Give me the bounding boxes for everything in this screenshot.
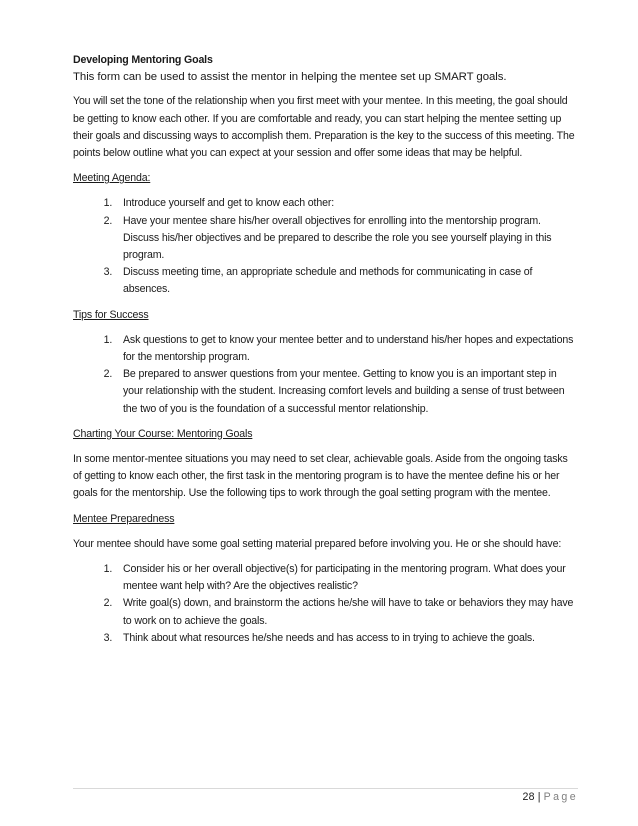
page-word: Page <box>543 791 578 803</box>
charting-paragraph: In some mentor-mentee situations you may need to set clear, achievable goals. Aside from the ongoing tasks of getting to know each other, the first task in the mentoring program is to have the mentee define his or her goals for the mentorship. Use the following tips to work through the goal setting program with the mentee. <box>73 453 568 500</box>
page-number: 28 <box>522 791 535 803</box>
footer-separator: | <box>537 791 541 803</box>
document-title: Developing Mentoring Goals <box>73 54 213 66</box>
footer-divider <box>73 788 578 789</box>
charting-heading: Charting Your Course: Mentoring Goals <box>73 427 253 440</box>
tips-heading: Tips for Success <box>73 308 149 321</box>
list-item: 2. Write goal(s) down, and brainstorm the actions he/she will have to take or behaviors they may have to work on to achieve the goals. <box>115 595 578 629</box>
list-item: 2. Have your mentee share his/her overall objectives for enrolling into the mentorship program. Discuss his/her objectives and be prepared to describe the role you see yourself playing in this program. <box>115 213 578 265</box>
list-item: 3. Discuss meeting time, an appropriate schedule and methods for communicating in case of absences. <box>115 264 578 298</box>
list-item: 2. Be prepared to answer questions from your mentee. Getting to know you is an important step in your relationship with the student. Increasing comfort levels and building a sense of trust between the two of you is the foundation of a successful mentor relationship. <box>115 366 578 418</box>
list-item: 3. Think about what resources he/she needs and has access to in trying to achieve the goals. <box>115 630 578 647</box>
meeting-agenda-heading: Meeting Agenda: <box>73 172 151 185</box>
intro-paragraph: You will set the tone of the relationship when you first meet with your mentee. In this meeting, the goal should be getting to know each other. If you are comfortable and ready, you can start helping the mentee setting up their goals and discussing ways to accomplish them. Preparation is the key to the success of this meeting. The points below outline what you can expect at your session and offer some ideas that may be helpful. <box>73 95 575 160</box>
list-item: 1. Consider his or her overall objective(s) for participating in the mentoring program. What does your mentee want help with? Are the objectives realistic? <box>115 561 578 595</box>
list-item: 1. Introduce yourself and get to know each other: <box>115 195 578 212</box>
preparedness-paragraph: Your mentee should have some goal setting material prepared before involving you. He or she should have: <box>73 537 562 550</box>
meeting-agenda-list <box>73 195 578 298</box>
tips-list <box>73 332 578 418</box>
preparedness-list <box>73 561 578 647</box>
preparedness-heading: Mentee Preparedness <box>73 512 175 525</box>
list-item: 1. Ask questions to get to know your mentee better and to understand his/her hopes and expectations for the mentorship program. <box>115 332 578 366</box>
document-subtitle: This form can be used to assist the mentor in helping the mentee set up SMART goals. <box>73 71 507 84</box>
document-page <box>73 52 578 655</box>
page-footer <box>523 791 578 803</box>
